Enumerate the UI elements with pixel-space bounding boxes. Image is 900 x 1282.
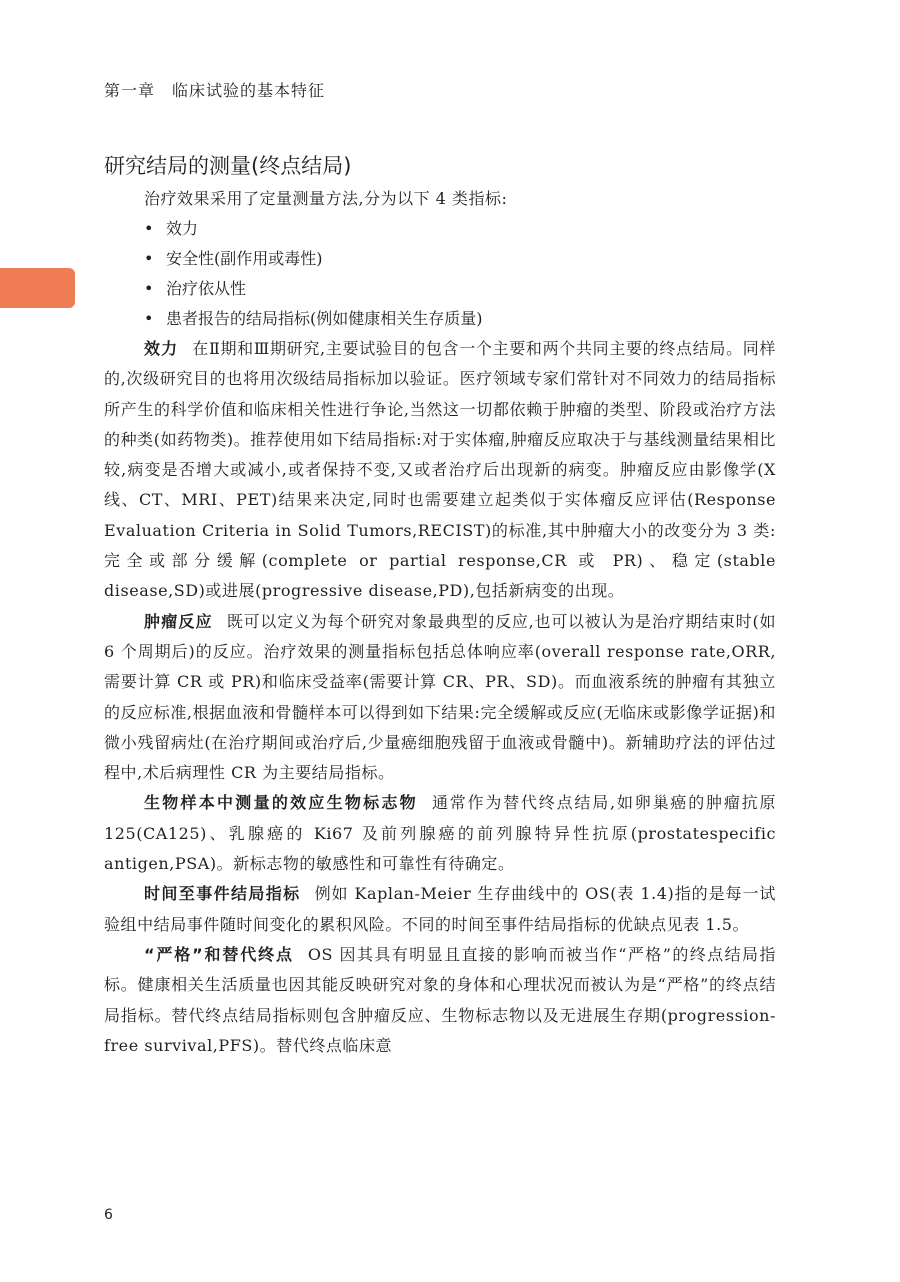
paragraph-text: 在Ⅱ期和Ⅲ期研究,主要试验目的包含一个主要和两个共同主要的终点结局。同样的,次级研究目的也将用次级结局指标加以验证。医疗领域专家们常针对不同效力的结局指标所产生的科学价值和临床相关性进行争论,当然这一切都依赖于肿瘤的类型、阶段或治疗方法的种类(如药物类)。推荐使用如下结局指标:对于实体瘤,肿瘤反应取决于与基线测量结果相比较,病变是否增大或减小,或者保持不变,又或者治疗后出现新的病变。肿瘤反应由影像学(X 线、CT、MRI、PET)结果来决定,同时也需要建立起类似于实体瘤反应评估(Response Evaluation Criteria in Solid Tumors,RECIST)的标准,其中肿瘤大小的改变分为 3 类:完全或部分缓解(complete or partial response,CR 或 PR)、稳定(stable disease,SD)或进展(progressive disease,PD),包括新病变的出现。	[104, 339, 776, 601]
paragraph-biomarkers	[104, 788, 776, 879]
list-item-label: 治疗依从性	[166, 279, 247, 298]
paragraph-hard-surrogate-endpoints	[104, 940, 776, 1061]
list-item-label: 患者报告的结局指标(例如健康相关生存质量)	[166, 309, 483, 328]
paragraph-term: 生物样本中测量的效应生物标志物	[144, 793, 418, 813]
paragraph-text: 既可以定义为每个研究对象最典型的反应,也可以被认为是治疗期结束时(如 6 个周期后)的反应。治疗效果的测量指标包括总体响应率(overall response rate,ORR,需要计算 CR 或 PR)和临床受益率(需要计算 CR、PR、SD)。而血液系统的肿瘤有其独立的反应标准,根据血液和骨髓样本可以得到如下结果:完全缓解或反应(无临床或影像学证据)和微小残留病灶(在治疗期间或治疗后,少量癌细胞残留于血液或骨髓中)。新辅助疗法的评估过程中,术后病理性 CR 为主要结局指标。	[104, 611, 776, 783]
paragraph-efficacy	[104, 334, 776, 607]
list-item	[104, 214, 776, 244]
bullet-icon: •	[144, 249, 154, 268]
list-item-label: 效力	[166, 219, 199, 238]
paragraph-term: 时间至事件结局指标	[144, 884, 301, 904]
paragraph-text: 例如 Kaplan-Meier 生存曲线中的 OS(表 1.4)指的是每一试验组中结局事件随时间变化的累积风险。不同的时间至事件结局指标的优缺点见表 1.5。	[104, 884, 776, 934]
section-title: 研究结局的测量(终点结局)	[104, 154, 352, 178]
paragraph-tumor-response	[104, 607, 776, 789]
list-item	[104, 244, 776, 274]
chapter-side-tab	[0, 268, 75, 308]
bullet-icon: •	[144, 279, 154, 298]
page-number: 6	[104, 1207, 113, 1223]
paragraph-text: OS 因其具有明显且直接的影响而被当作“严格”的终点结局指标。健康相关生活质量也因其能反映研究对象的身体和心理状况而被认为是“严格”的终点结局指标。替代终点结局指标则包含肿瘤反应、生物标志物以及无进展生存期(progression-free survival,PFS)。替代终点临床意	[104, 944, 776, 1055]
paragraph-term: 效力	[144, 339, 179, 358]
paragraph-term: “严格”和替代终点	[144, 944, 294, 964]
list-item	[104, 304, 776, 334]
bullet-icon: •	[144, 309, 154, 328]
list-item-label: 安全性(副作用或毒性)	[166, 249, 323, 268]
bullet-icon: •	[144, 219, 154, 238]
list-item	[104, 274, 776, 304]
paragraph-text: 通常作为替代终点结局,如卵巢癌的肿瘤抗原 125(CA125)、乳腺癌的 Ki67 及前列腺癌的前列腺特异性抗原(prostatespecific antigen,PSA)。新标志物的敏感性和可靠性有待确定。	[104, 793, 776, 874]
outcome-category-list	[104, 214, 776, 334]
chapter-header: 第一章 临床试验的基本特征	[104, 81, 326, 100]
paragraph-time-to-event	[104, 879, 776, 940]
paragraph-term: 肿瘤反应	[144, 611, 213, 631]
section-intro: 治疗效果采用了定量测量方法,分为以下 4 类指标:	[144, 189, 508, 208]
page-body	[104, 184, 776, 1061]
